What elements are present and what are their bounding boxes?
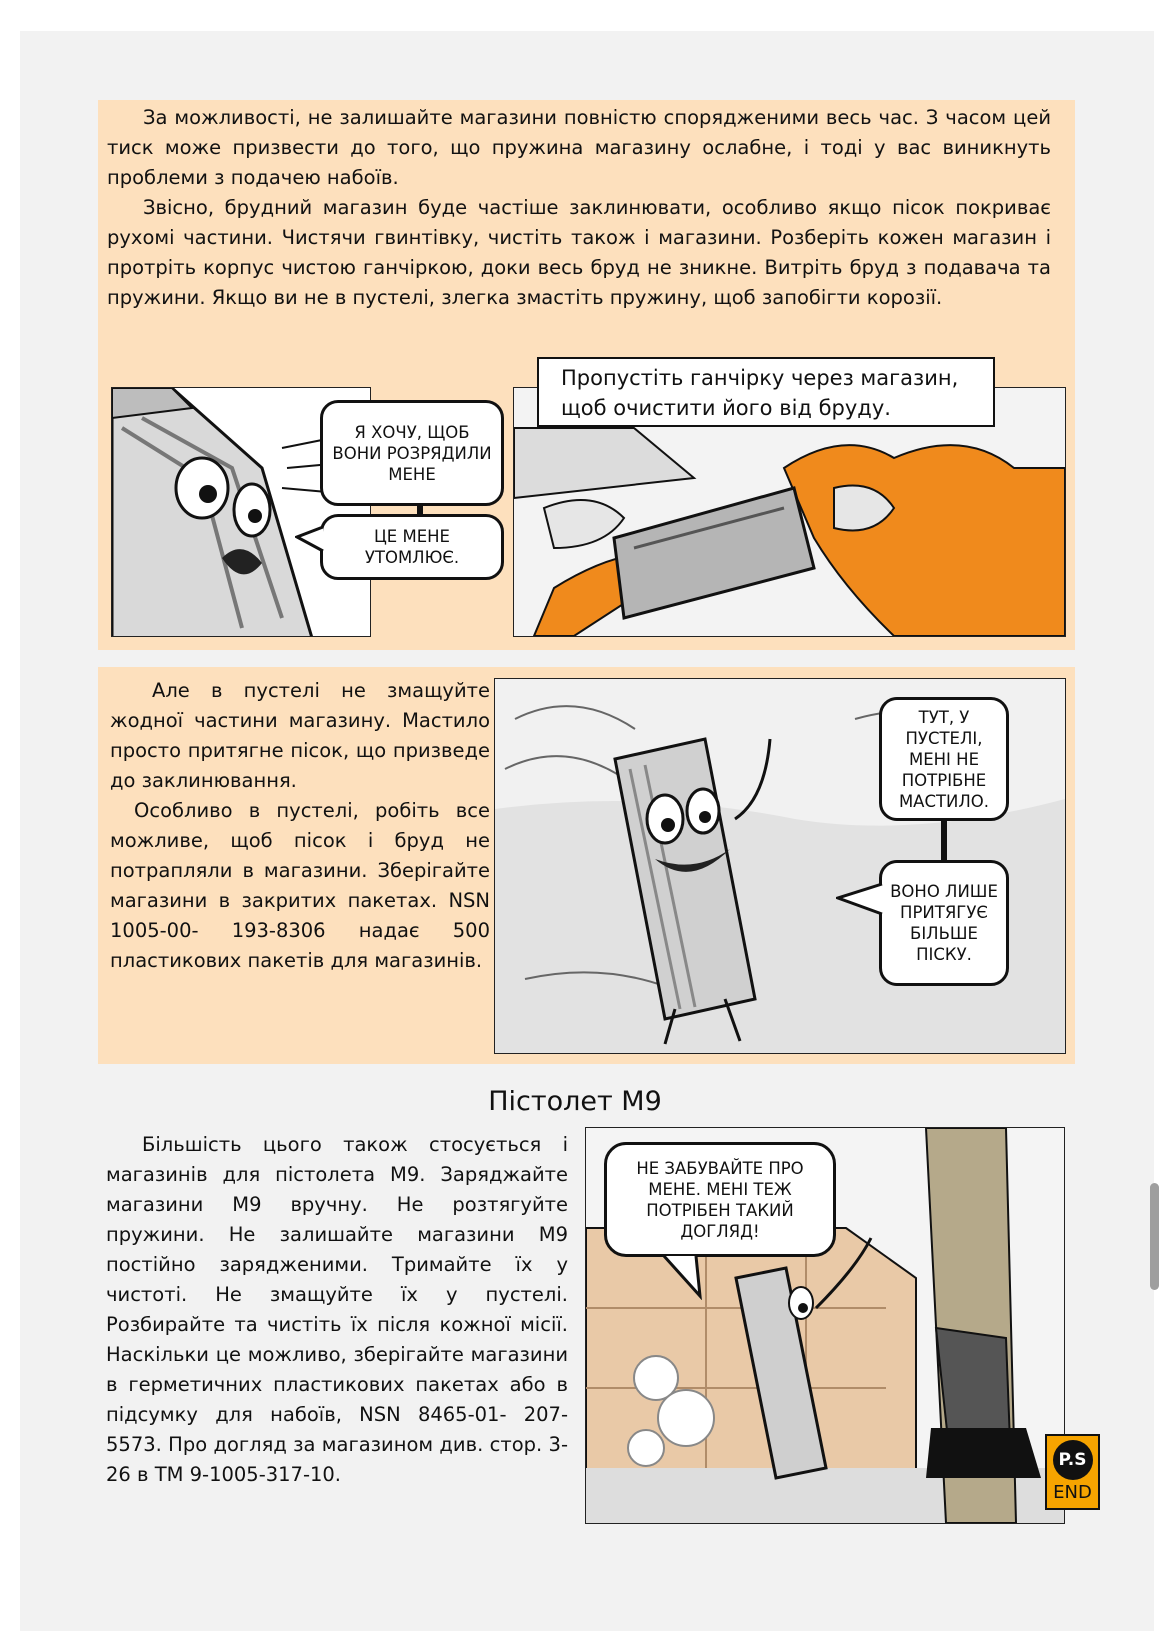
ps-logo-top: P.S bbox=[1053, 1440, 1093, 1480]
paragraph: За можливості, не залишайте магазини повністю спорядженими весь час. З часом цей тиск може призвести до того, що пружина магазину ослабне, і тоді у вас виникнуть проблеми з подачею набоїв. bbox=[107, 106, 1051, 189]
section-1-text bbox=[107, 103, 1051, 313]
vertical-scrollbar[interactable] bbox=[1150, 1183, 1159, 1290]
speech-bubble-dont-forget: НЕ ЗАБУВАЙТЕ ПРО МЕНЕ. МЕНІ ТЕЖ ПОТРІБЕН ТАКИЙ ДОГЛЯД! bbox=[604, 1142, 836, 1257]
ps-logo-bottom: END bbox=[1053, 1482, 1092, 1503]
paragraph: Звісно, брудний магазин буде частіше заклинювати, особливо якщо пісок покриває рухомі частини. Чистячи гвинтівку, чистіть також і магазини. Розберіть кожен магазин і протріть корпус чистою ганчіркою, доки весь бруд не зникне. Витріть бруд з подавача та пружини. Якщо ви не в пустелі, злегка змастіть пружину, щоб запобігти корозії. bbox=[107, 196, 1051, 309]
bubble-tail bbox=[836, 880, 884, 920]
caption-box-cleaning: Пропустіть ганчірку через магазин, щоб очистити його від бруду. bbox=[537, 357, 995, 427]
section-3-text bbox=[106, 1130, 568, 1490]
paragraph: Але в пустелі не змащуйте жодної частини магазину. Мастило просто притягне пісок, що призведе до заклинювання. bbox=[110, 679, 490, 792]
speech-bubble-tired: ЦЕ МЕНЕ УТОМЛЮЄ. bbox=[320, 514, 504, 580]
speech-bubble-discharge: Я ХОЧУ, ЩОБ ВОНИ РОЗРЯДИЛИ МЕНЕ bbox=[320, 400, 504, 506]
section-heading: Пістолет М9 bbox=[488, 1086, 662, 1117]
bubble-tail bbox=[660, 1254, 710, 1300]
paragraph: Більшість цього також стосується і магазинів для пістолета М9. Заряджайте магазини М9 вручну. Не розтягуйте пружини. Не залишайте магазини М9 постійно зарядженими. Тримайте їх у чистоті. Не змащуйте їх у пустелі. Розбирайте та чистіть їх після кожної місії. Наскільки це можливо, зберігайте магазини в герметичних пластикових пакетах або в підсумку для набоїв, NSN 8465-01- 207-5573. Про догляд за магазином див. стор. 3-26 в ТМ 9-1005-317-10. bbox=[106, 1133, 568, 1486]
speech-bubble-attracts-sand: ВОНО ЛИШЕ ПРИТЯГУЄ БІЛЬШЕ ПІСКУ. bbox=[879, 860, 1009, 986]
bubble-tail bbox=[295, 525, 325, 555]
paragraph: Особливо в пустелі, робіть все можливе, щоб пісок і бруд не потрапляли в магазини. Зберігайте магазини в закритих пакетах. NSN 1005-00- 193-8306 надає 500 пластикових пакетів для магазинів. bbox=[110, 799, 490, 972]
ps-end-logo bbox=[1045, 1434, 1100, 1510]
section-2-text bbox=[110, 676, 490, 976]
bubble-connector bbox=[941, 820, 947, 862]
speech-bubble-no-oil: ТУТ, У ПУСТЕЛІ, МЕНІ НЕ ПОТРІБНЕ МАСТИЛО. bbox=[879, 697, 1009, 821]
